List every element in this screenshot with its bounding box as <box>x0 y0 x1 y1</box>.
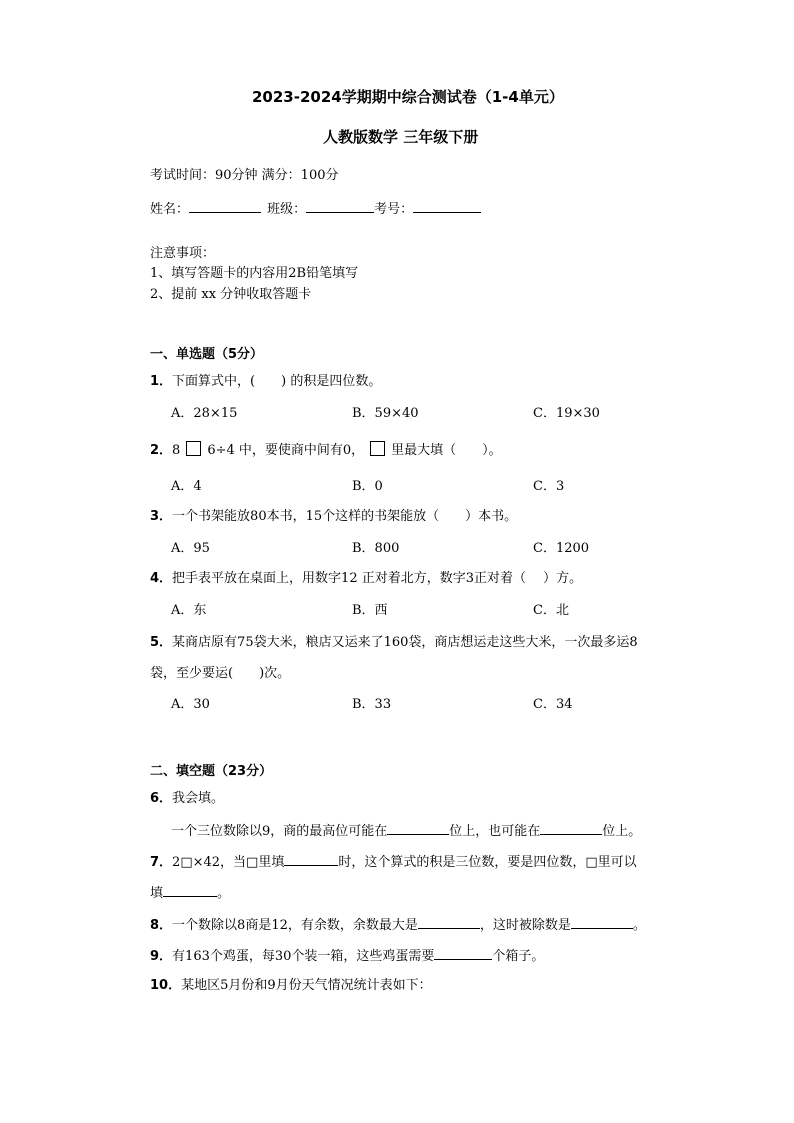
question-5-line-1 <box>150 634 710 652</box>
notes-item-1: 1、填写答题卡的内容用2B铅笔填写 <box>150 266 359 281</box>
q7-c: 填 <box>150 886 164 901</box>
q4-text: 把手表平放在桌面上，用数字12 正对着北方，数字3正对着（ ）方。 <box>172 571 583 586</box>
q7-b: 时，这个算式的积是三位数，要是四位数，□里可以 <box>338 855 637 870</box>
name-label: 姓名： <box>150 202 190 217</box>
exam-time-score: 考试时间：90分钟 满分：100分 <box>150 168 339 183</box>
q6-blank-1[interactable] <box>387 821 449 835</box>
question-4 <box>150 570 582 588</box>
notes-heading: 注意事项： <box>150 246 216 261</box>
q3-number: 3． <box>150 509 173 524</box>
q2-pre: 8 <box>172 443 181 458</box>
question-6 <box>150 790 224 808</box>
q9-a: 有163个鸡蛋，每30个装一箱，这些鸡蛋需要 <box>172 949 435 964</box>
q6-number: 6． <box>150 791 173 806</box>
q5-line1: 某商店原有75袋大米，粮店又运来了160袋，商店想运走这些大米，一次最多运8 <box>172 635 638 650</box>
q2-number: 2． <box>150 443 173 458</box>
q6-line-b: 位上，也可能在 <box>449 824 541 839</box>
page-subtitle: 人教版数学 三年级下册 <box>323 128 479 146</box>
q3-option-a[interactable]: A．95 <box>171 541 210 556</box>
q8-number: 8． <box>150 918 173 933</box>
q2-option-b[interactable]: B．0 <box>352 479 383 494</box>
q7-blank-2[interactable] <box>163 883 217 897</box>
question-7-line-2 <box>150 883 230 903</box>
q3-option-c[interactable]: C．1200 <box>533 541 590 556</box>
q5-line2: 袋，至少要运( )次。 <box>150 666 291 681</box>
q6-line-a: 一个三位数除以9，商的最高位可能在 <box>171 824 388 839</box>
q8-c: 。 <box>632 918 646 933</box>
q5-option-a[interactable]: A．30 <box>171 697 210 712</box>
q8-blank-2[interactable] <box>571 915 633 929</box>
q6-line-c: 位上。 <box>602 824 642 839</box>
question-2 <box>150 441 502 460</box>
q8-b: ，这时被除数是 <box>479 918 571 933</box>
q1-option-b[interactable]: B．59×40 <box>352 406 419 421</box>
q4-option-a[interactable]: A．东 <box>171 603 207 618</box>
q6-blank-2[interactable] <box>540 821 602 835</box>
q4-number: 4． <box>150 571 173 586</box>
q6-text: 我会填。 <box>172 791 225 806</box>
question-8 <box>150 915 646 935</box>
q7-blank-1[interactable] <box>284 852 338 866</box>
q4-option-c[interactable]: C．北 <box>533 603 569 618</box>
number-blank[interactable] <box>413 199 481 213</box>
notes-item-2: 2、提前 xx 分钟收取答题卡 <box>150 287 312 302</box>
q5-option-b[interactable]: B．33 <box>352 697 392 712</box>
q3-text: 一个书架能放80本书，15个这样的书架能放（ ）本书。 <box>172 509 518 524</box>
q2-option-c[interactable]: C．3 <box>533 479 565 494</box>
question-9 <box>150 946 544 966</box>
q1-option-a[interactable]: A．28×15 <box>171 406 238 421</box>
q5-option-c[interactable]: C．34 <box>533 697 573 712</box>
q4-option-b[interactable]: B．西 <box>352 603 388 618</box>
q9-blank[interactable] <box>434 946 492 960</box>
number-label: 考号： <box>374 202 414 217</box>
q3-option-b[interactable]: B．800 <box>352 541 400 556</box>
question-10 <box>150 977 432 995</box>
q8-blank-1[interactable] <box>418 915 480 929</box>
q7-number: 7． <box>150 855 173 870</box>
q5-number: 5． <box>150 635 173 650</box>
q2-box-2[interactable] <box>370 441 385 456</box>
q10-number: 10． <box>150 978 182 993</box>
class-blank[interactable] <box>306 199 374 213</box>
student-info-row <box>150 199 481 219</box>
q1-number: 1． <box>150 374 173 389</box>
q10-text: 某地区5月份和9月份天气情况统计表如下： <box>181 978 432 993</box>
question-1 <box>150 373 381 391</box>
section1-heading: 一、单选题（5分） <box>150 347 264 362</box>
page-title: 2023-2024学期期中综合测试卷（1-4单元） <box>252 88 564 106</box>
question-3 <box>150 508 517 526</box>
q9-b: 个箱子。 <box>492 949 545 964</box>
q1-text: 下面算式中，( ) 的积是四位数。 <box>172 374 382 389</box>
q9-number: 9． <box>150 949 173 964</box>
q7-a: 2□×42，当□里填 <box>172 855 285 870</box>
q2-option-a[interactable]: A．4 <box>171 479 202 494</box>
section2-heading: 二、填空题（23分） <box>150 764 273 779</box>
q2-box-1[interactable] <box>186 441 201 456</box>
class-label: 班级： <box>267 202 307 217</box>
q8-a: 一个数除以8商是12，有余数，余数最大是 <box>172 918 418 933</box>
q2-mid: 6÷4 中，要使商中间有0， <box>207 443 365 458</box>
q6-fill-line <box>171 821 641 841</box>
q7-d: 。 <box>217 886 231 901</box>
question-7 <box>150 852 637 872</box>
q2-post: 里最大填（ ）。 <box>391 443 502 458</box>
q1-option-c[interactable]: C．19×30 <box>533 406 600 421</box>
name-blank[interactable] <box>189 199 261 213</box>
